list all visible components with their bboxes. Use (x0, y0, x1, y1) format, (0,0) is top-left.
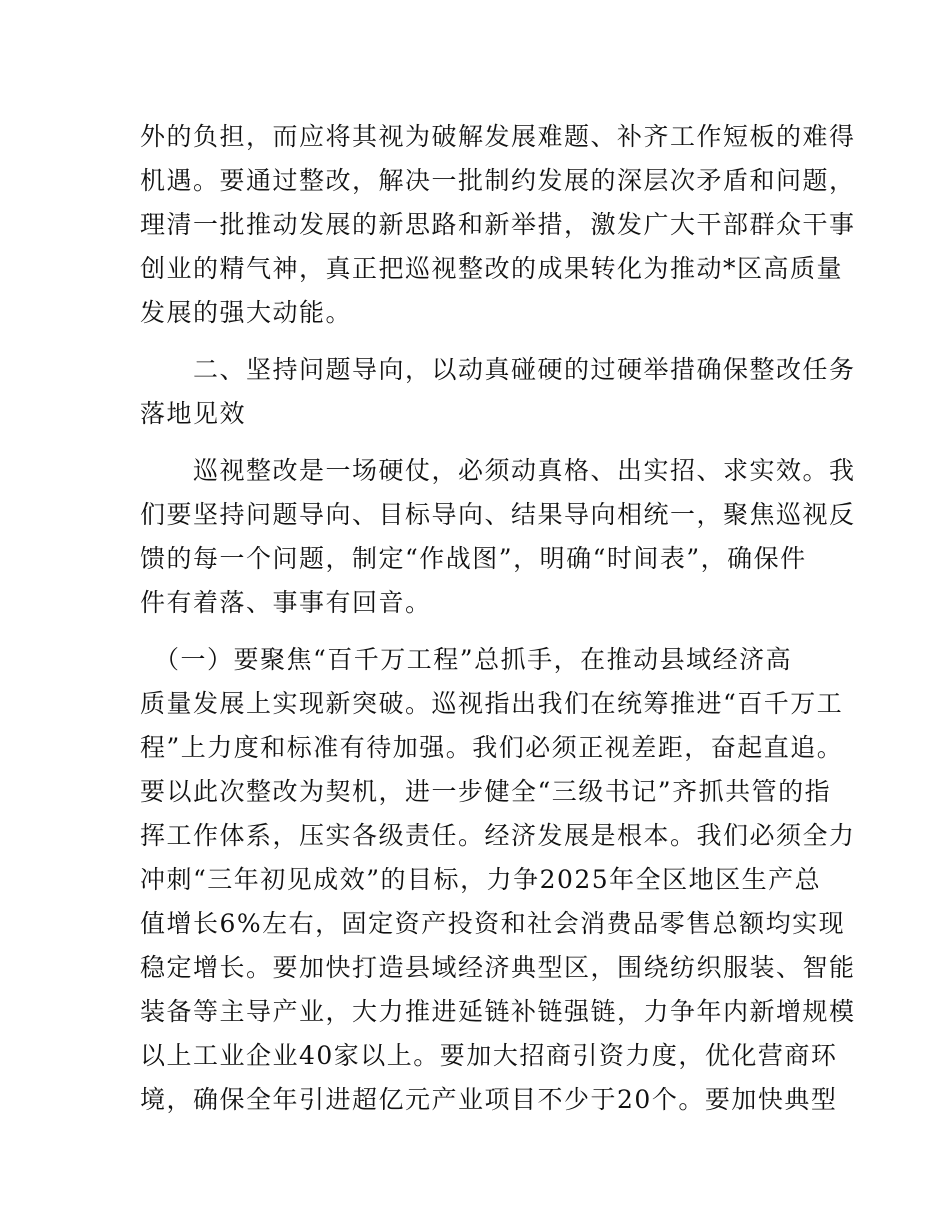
paragraph-gap (140, 436, 812, 449)
text-line: 程”上力度和标准有待加强。我们必须正视差距，奋起直追。 (140, 733, 844, 762)
text-line: 要以此次整改为契机，进一步健全“三级书记”齐抓共管的指 (140, 777, 832, 806)
text-line: 稳定增长。要加快打造县域经济典型区，围绕纺织服装、智能 (140, 953, 856, 982)
text-line: 质量发展上实现新突破。巡视指出我们在统筹推进“百千万工 (140, 689, 844, 718)
text-line: （一）要聚焦“百千万工程”总抓手，在推动县域经济高 (140, 645, 793, 674)
text-line: 们要坚持问题导向、目标导向、结果导向相统一，聚焦巡视反 (140, 500, 856, 529)
text-line: 发展的强大动能。 (140, 298, 353, 327)
text-line: 以上工业企业40家以上。要加大招商引资力度，优化营商环 (140, 1041, 838, 1070)
section-heading-two (140, 348, 856, 436)
text-line: 巡视整改是一场硬仗，必须动真格、出实招、求实效。我 (140, 456, 856, 485)
paragraph-inspection-rectification (140, 449, 856, 625)
text-line: 件有着落、事事有回音。 (140, 588, 432, 617)
text-line: 创业的精气神，真正把巡视整改的成果转化为推动*区高质量 (140, 254, 844, 283)
paragraph-intro-continuation (140, 115, 856, 335)
text-line: 冲刺“三年初见成效”的目标，力争2025年全区地区生产总 (140, 865, 822, 894)
paragraph-subsection-one (140, 638, 856, 1122)
text-line: 装备等主导产业，大力推进延链补链强链，力争年内新增规模 (140, 997, 856, 1026)
heading-line: 二、坚持问题导向，以动真碰硬的过硬举措确保整改任务 (140, 355, 856, 384)
heading-line: 落地见效 (140, 399, 247, 428)
text-line: 理清一批推动发展的新思路和新举措，激发广大干部群众干事 (140, 210, 856, 239)
text-line: 馈的每一个问题，制定“作战图”，明确“时间表”，确保件 (140, 544, 807, 573)
text-line: 值增长6%左右，固定资产投资和社会消费品零售总额均实现 (140, 909, 846, 938)
text-line: 境，确保全年引进超亿元产业项目不少于20个。要加快典型 (140, 1085, 838, 1114)
paragraph-gap (140, 335, 812, 348)
text-line: 外的负担，而应将其视为破解发展难题、补齐工作短板的难得 (140, 122, 856, 151)
text-line: 挥工作体系，压实各级责任。经济发展是根本。我们必须全力 (140, 821, 856, 850)
paragraph-gap (140, 625, 812, 638)
body-text (140, 115, 856, 1122)
text-line: 机遇。要通过整改，解决一批制约发展的深层次矛盾和问题， (140, 166, 856, 195)
